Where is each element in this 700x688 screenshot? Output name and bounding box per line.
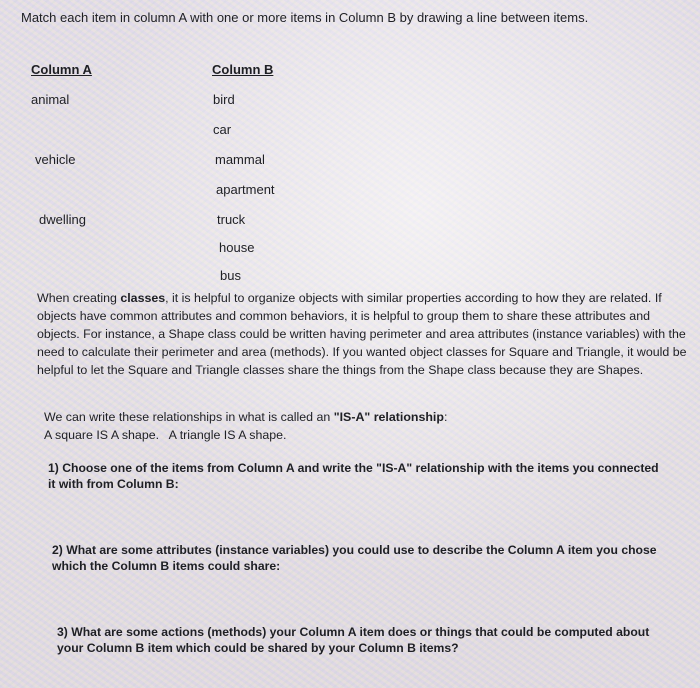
column-b-item-house: house [219, 240, 255, 255]
question-2: 2) What are some attributes (instance variables) you could use to describe the Column A item you chose which the Column B items could share: [52, 543, 657, 573]
column-a-item-dwelling: dwelling [39, 212, 86, 227]
column-b-item-bird: bird [213, 92, 235, 107]
question-3: 3) What are some actions (methods) your Column A item does or things that could be computed about your Column B item which could be shared by your Column B items? [57, 625, 650, 655]
column-a-item-animal: animal [31, 92, 70, 107]
question-1: 1) Choose one of the items from Column A and write the "IS-A" relationship with the items you connected it with from Column B: [48, 461, 659, 491]
instruction-text: Match each item in column A with one or more items in Column B by drawing a line between items. [21, 10, 589, 25]
column-b-item-bus: bus [220, 268, 241, 283]
isa-intro: We can write these relationships in what is called an "IS-A" relationship: [44, 410, 448, 424]
column-b-item-car: car [213, 122, 232, 137]
column-b-header: Column B [212, 62, 274, 77]
classes-paragraph: When creating classes, it is helpful to organize objects with similar properties according to how they are related. If objects have common attributes and common behaviors, it is helpful to group them to share these attributes and objects. For instance, a Shape class could be written having perimeter and area attributes (instance variables) with the need to calculate their perimeter and area (methods). If you wanted object classes for Square and Triangle, it would be helpful to let the Square and Triangle classes share the things from the Shape class because they are Shapes. [37, 291, 687, 377]
isa-example: A square IS A shape. A triangle IS A shape. [44, 428, 287, 442]
column-b-item-truck: truck [217, 212, 246, 227]
column-b-item-apartment: apartment [216, 182, 275, 197]
column-b-item-mammal: mammal [215, 152, 265, 167]
column-a-item-vehicle: vehicle [35, 152, 76, 167]
column-a-header: Column A [31, 62, 92, 77]
